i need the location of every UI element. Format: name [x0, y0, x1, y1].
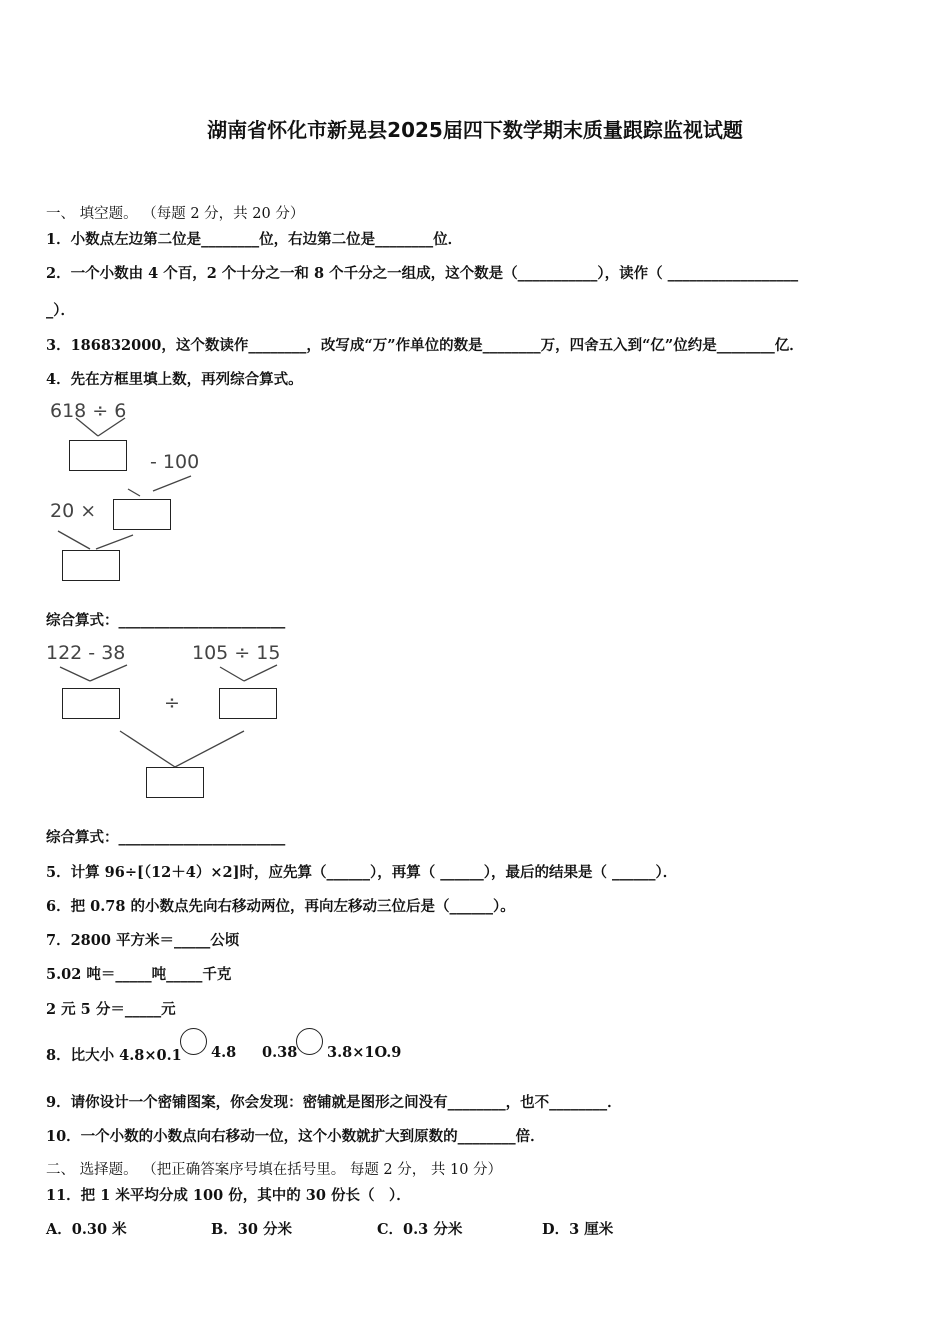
- diagram-2-right-expression: 105 ÷ 15: [192, 642, 281, 664]
- question-5: 5．计算 96÷[（12＋4）×2]时，应先算（______），再算（ ______），最后的结果是（ ______）．: [46, 864, 678, 881]
- compare-circle[interactable]: [296, 1028, 323, 1055]
- question-1: 1．小数点左边第二位是________位，右边第二位是________位．: [46, 231, 463, 248]
- option-d[interactable]: D．3 厘米: [542, 1221, 614, 1238]
- diagram-1-top-expression: 618 ÷ 6: [50, 400, 127, 422]
- diagram-2-divide-sign: ÷: [164, 692, 180, 714]
- question-8-label: 8．比大小 4.8×0.1: [46, 1047, 182, 1064]
- combined-formula-label-1: 综合算式：_______________________: [46, 612, 286, 629]
- question-7b: 5.02 吨＝_____吨_____千克: [46, 966, 232, 983]
- question-8-value-1: 4.8: [211, 1044, 237, 1061]
- question-8-value-3: 3.8×1O.9: [327, 1044, 402, 1061]
- page-title: 湖南省怀化市新晃县2025届四下数学期末质量跟踪监视试题: [207, 118, 743, 142]
- question-8-value-2: 0.38: [262, 1044, 298, 1061]
- question-6: 6．把 0.78 的小数点先向右移动两位，再向左移动三位后是（______）。: [46, 898, 515, 915]
- question-11: 11．把 1 米平均分成 100 份，其中的 30 份长（ ）．: [46, 1187, 411, 1204]
- diagram-2-left-expression: 122 - 38: [46, 642, 126, 664]
- question-10: 10．一个小数的小数点向右移动一位，这个小数就扩大到原数的________倍．: [46, 1128, 545, 1145]
- diagram-1-minus-expression: - 100: [150, 451, 200, 473]
- question-4: 4．先在方框里填上数，再列综合算式。: [46, 371, 303, 388]
- question-7a: 7．2800 平方米＝_____公顷: [46, 932, 240, 949]
- compare-circle[interactable]: [180, 1028, 207, 1055]
- option-b[interactable]: B．30 分米: [211, 1221, 292, 1238]
- option-a[interactable]: A．0.30 米: [46, 1221, 127, 1238]
- combined-formula-label-2: 综合算式：_______________________: [46, 829, 286, 846]
- diagram-1-times-expression: 20 ×: [50, 500, 97, 522]
- question-9: 9．请你设计一个密铺图案，你会发现：密铺就是图形之间没有________，也不________．: [46, 1094, 622, 1111]
- question-7c: 2 元 5 分＝_____元: [46, 1001, 176, 1018]
- question-3: 3．186832000，这个数读作________，改写成“万”作单位的数是________万，四舍五入到“亿”位约是________亿．: [46, 337, 804, 354]
- section-2-heading: 二、 选择题。 （把正确答案序号填在括号里。 每题 2 分， 共 10 分）: [46, 1162, 503, 1178]
- question-2-line-1: 2．一个小数由 4 个百，2 个十分之一和 8 个千分之一组成，这个数是（___________），读作（ __________________: [46, 265, 799, 282]
- section-1-heading: 一、 填空题。 （每题 2 分，共 20 分）: [46, 206, 305, 222]
- option-c[interactable]: C．0.3 分米: [377, 1221, 463, 1238]
- question-2-line-2: _）．: [46, 302, 75, 319]
